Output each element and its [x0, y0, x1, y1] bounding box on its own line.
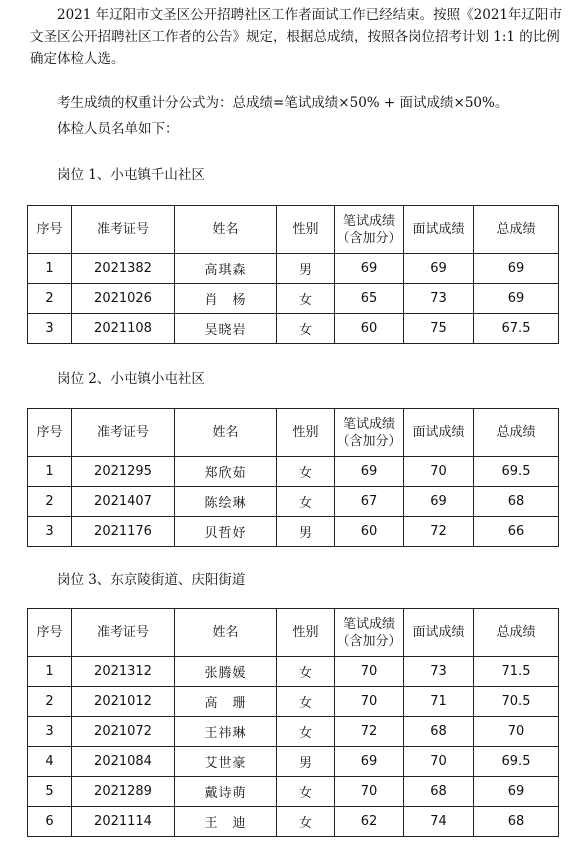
cell-name: 陈绘琳 [175, 487, 277, 517]
cell-no: 2 [28, 284, 72, 314]
cell-no: 6 [28, 807, 72, 837]
header-total: 总成绩 [474, 409, 559, 457]
table-row [28, 747, 559, 777]
intro-paragraph: 2021 年辽阳市文圣区公开招聘社区工作者面试工作已经结束。按照《2021年辽阳市文圣区公开招聘社区工作者的公告》规定，根据总成绩，按照各岗位招考计划 1:1 的比例确定体检人选。 [30, 7, 563, 67]
header-written [335, 206, 404, 254]
cell-no: 3 [28, 517, 72, 547]
cell-id: 2021108 [72, 314, 175, 344]
cell-sex: 女 [277, 657, 335, 687]
table-row [28, 717, 559, 747]
cell-written: 67 [335, 487, 404, 517]
header-id: 准考证号 [72, 206, 175, 254]
header-interview: 面试成绩 [404, 206, 474, 254]
header-name: 姓名 [175, 409, 277, 457]
cell-total: 69.5 [474, 457, 559, 487]
cell-total: 66 [474, 517, 559, 547]
cell-written: 69 [335, 747, 404, 777]
header-name: 姓名 [175, 206, 277, 254]
cell-sex: 男 [277, 747, 335, 777]
cell-id: 2021407 [72, 487, 175, 517]
cell-total: 67.5 [474, 314, 559, 344]
cell-sex: 男 [277, 517, 335, 547]
header-no: 序号 [28, 206, 72, 254]
cell-sex: 女 [277, 314, 335, 344]
cell-id: 2021289 [72, 777, 175, 807]
cell-no: 5 [28, 777, 72, 807]
cell-interview: 73 [404, 657, 474, 687]
header-written-line2: （含加分） [336, 633, 402, 649]
header-interview: 面试成绩 [404, 609, 474, 657]
cell-written: 69 [335, 254, 404, 284]
header-written-line1: 笔试成绩 [342, 416, 395, 432]
cell-total: 69 [474, 254, 559, 284]
header-written-line1: 笔试成绩 [342, 616, 395, 632]
cell-interview: 72 [404, 517, 474, 547]
header-no: 序号 [28, 609, 72, 657]
cell-sex: 女 [277, 487, 335, 517]
cell-id: 2021012 [72, 687, 175, 717]
cell-name: 肖 杨 [175, 284, 277, 314]
cell-interview: 73 [404, 284, 474, 314]
cell-name: 高琪森 [175, 254, 277, 284]
cell-name: 贝哲妤 [175, 517, 277, 547]
cell-interview: 70 [404, 457, 474, 487]
header-total: 总成绩 [474, 609, 559, 657]
cell-total: 70.5 [474, 687, 559, 717]
cell-id: 2021072 [72, 717, 175, 747]
cell-no: 1 [28, 657, 72, 687]
cell-name: 艾世豪 [175, 747, 277, 777]
table-header-row [28, 206, 559, 254]
header-written [335, 409, 404, 457]
cell-name: 高 珊 [175, 687, 277, 717]
cell-written: 70 [335, 657, 404, 687]
cell-total: 68 [474, 807, 559, 837]
header-id: 准考证号 [72, 409, 175, 457]
table-header-row [28, 609, 559, 657]
cell-total: 69 [474, 284, 559, 314]
cell-interview: 75 [404, 314, 474, 344]
cell-id: 2021312 [72, 657, 175, 687]
cell-name: 吴晓岩 [175, 314, 277, 344]
header-written-line2: （含加分） [336, 433, 402, 449]
cell-no: 1 [28, 254, 72, 284]
cell-name: 戴诗萌 [175, 777, 277, 807]
section-title-2: 岗位 2、小屯镇小屯社区 [57, 371, 205, 387]
table-row [28, 687, 559, 717]
table-row [28, 807, 559, 837]
cell-written: 62 [335, 807, 404, 837]
cell-interview: 71 [404, 687, 474, 717]
header-sex: 性别 [277, 609, 335, 657]
cell-total: 71.5 [474, 657, 559, 687]
cell-interview: 69 [404, 487, 474, 517]
results-table-3 [27, 608, 559, 837]
cell-id: 2021176 [72, 517, 175, 547]
cell-no: 2 [28, 487, 72, 517]
table-row [28, 657, 559, 687]
cell-name: 郑欣茹 [175, 457, 277, 487]
cell-total: 70 [474, 717, 559, 747]
cell-interview: 69 [404, 254, 474, 284]
cell-total: 68 [474, 487, 559, 517]
table-row [28, 457, 559, 487]
cell-no: 1 [28, 457, 72, 487]
table-row [28, 777, 559, 807]
cell-id: 2021114 [72, 807, 175, 837]
section-title-3: 岗位 3、东京陵街道、庆阳街道 [57, 572, 246, 588]
cell-interview: 68 [404, 777, 474, 807]
cell-no: 2 [28, 687, 72, 717]
cell-written: 72 [335, 717, 404, 747]
header-name: 姓名 [175, 609, 277, 657]
cell-written: 69 [335, 457, 404, 487]
formula-paragraph: 考生成绩的权重计分公式为：总成绩=笔试成绩×50% + 面试成绩×50%。 [57, 95, 509, 111]
cell-id: 2021084 [72, 747, 175, 777]
cell-total: 69.5 [474, 747, 559, 777]
cell-id: 2021295 [72, 457, 175, 487]
cell-interview: 74 [404, 807, 474, 837]
cell-sex: 女 [277, 457, 335, 487]
cell-no: 3 [28, 717, 72, 747]
header-total: 总成绩 [474, 206, 559, 254]
cell-sex: 女 [277, 284, 335, 314]
cell-sex: 女 [277, 687, 335, 717]
cell-total: 69 [474, 777, 559, 807]
table-row [28, 284, 559, 314]
cell-name: 王祎琳 [175, 717, 277, 747]
cell-sex: 女 [277, 777, 335, 807]
cell-written: 60 [335, 314, 404, 344]
cell-sex: 女 [277, 807, 335, 837]
cell-name: 张腾媛 [175, 657, 277, 687]
header-no: 序号 [28, 409, 72, 457]
cell-id: 2021382 [72, 254, 175, 284]
cell-no: 3 [28, 314, 72, 344]
table-row [28, 487, 559, 517]
table-row [28, 254, 559, 284]
header-written-line2: （含加分） [336, 230, 402, 246]
cell-id: 2021026 [72, 284, 175, 314]
table-row [28, 314, 559, 344]
cell-sex: 女 [277, 717, 335, 747]
header-written [335, 609, 404, 657]
cell-interview: 70 [404, 747, 474, 777]
cell-interview: 68 [404, 717, 474, 747]
results-table-1 [27, 205, 559, 344]
list-intro: 体检人员名单如下： [57, 121, 179, 137]
cell-written: 60 [335, 517, 404, 547]
header-id: 准考证号 [72, 609, 175, 657]
cell-name: 王 迪 [175, 807, 277, 837]
results-table-2 [27, 408, 559, 547]
table-header-row [28, 409, 559, 457]
header-sex: 性别 [277, 409, 335, 457]
cell-written: 65 [335, 284, 404, 314]
cell-written: 70 [335, 687, 404, 717]
cell-sex: 男 [277, 254, 335, 284]
cell-no: 4 [28, 747, 72, 777]
section-title-1: 岗位 1、小屯镇千山社区 [57, 167, 205, 183]
header-written-line1: 笔试成绩 [342, 213, 395, 229]
table-row [28, 517, 559, 547]
cell-written: 70 [335, 777, 404, 807]
header-sex: 性别 [277, 206, 335, 254]
header-interview: 面试成绩 [404, 409, 474, 457]
